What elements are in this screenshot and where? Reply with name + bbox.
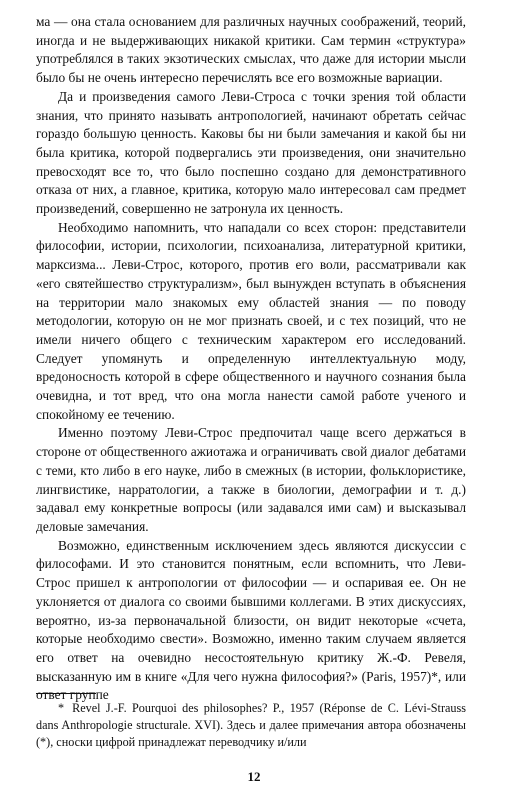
paragraph-2: Да и произведения самого Леви-Строса с точки зрения той области знания, что принято называть антропологией, начинают обретать сейчас гораздо большую ценность. Каковы бы ни были замечания и какой бы ни была критика, которой подвергались эти произведения, они значительно превосходят все то, что было поспешно создано для демонстративного отказа от них, а главное, критика, которую мало интересовал сам предмет произведений, совершенно не затронула их ценность.	[36, 88, 466, 217]
paragraph-3: Необходимо напомнить, что нападали со всех сторон: представители философии, истории, психологии, психоанализа, литературной критики, марксизма... Леви-Строс, которого, против его воли, рассматривали как «его святейшество структурализм», был вынужден вступать в объяснения на территории мало знакомых ему областей знания — по поводу методологии, которую он не мог признать своей, и с тех позиций, что не имели ничего общего с техническим характером его исследований. Следует упомянуть и определенную интеллектуальную моду, вредоносность которой в сфере общественного и научного сознания была очевидна, и тот вред, что она могла нанести самой работе ученого и спокойному ее течению.	[36, 219, 466, 422]
page-number: 12	[247, 769, 261, 784]
paragraph-4: Именно поэтому Леви-Строс предпочитал чаще всего держаться в стороне от общественного ажиотажа и ограничивать свой диалог дебатами с теми, кто либо в его науке, либо в смежных (в истории, фольклористике, лингвистике, нарратологии, а также в биологии, демографии и т. д.) задавал ему конкретные вопросы (или задавался ими сам) и высказывал деловые замечания.	[36, 425, 466, 534]
paragraph-1: ма — она стала основанием для различных научных соображений, теорий, иногда и не выдерживающих никакой критики. Сам термин «структура» употреблялся в таких экзотических смыслах, что даже для истории мысли было бы не очень интересно перечислять все его возможные вариации.	[36, 14, 466, 86]
footnote-text: Revel J.-F. Pourquoi des philosophes? P., 1957 (Réponse de C. Lévi-Strauss dans Anthropologie structurale. XVI). Здесь и далее примечания автора обозначены (*), сноски цифрой принадлежат переводчику и/или	[36, 701, 466, 749]
footnote-mark: *	[58, 701, 65, 715]
footnote	[36, 700, 466, 751]
paragraph-5: Возможно, единственным исключением здесь являются дискуссии с философами. И это становится понятным, если вспомнить, что Леви-Строс пришел к антропологии от философии — и оспаривая ее. Он не уклоняется от диалога со своими бывшими коллегами. В этих дискуссиях, вероятно, из-за первоначальной близости, он видит некоторые «счета, которые необходимо свести». Возможно, именно таким случаем является его ответ на очевидно несостоятельную критику Ж.-Ф. Ревеля, высказанную им в книге «Для чего нужна философия?» (Paris, 1957)*, или ответ группе	[36, 537, 466, 703]
body-text	[36, 13, 466, 705]
footnote-divider	[36, 693, 96, 694]
